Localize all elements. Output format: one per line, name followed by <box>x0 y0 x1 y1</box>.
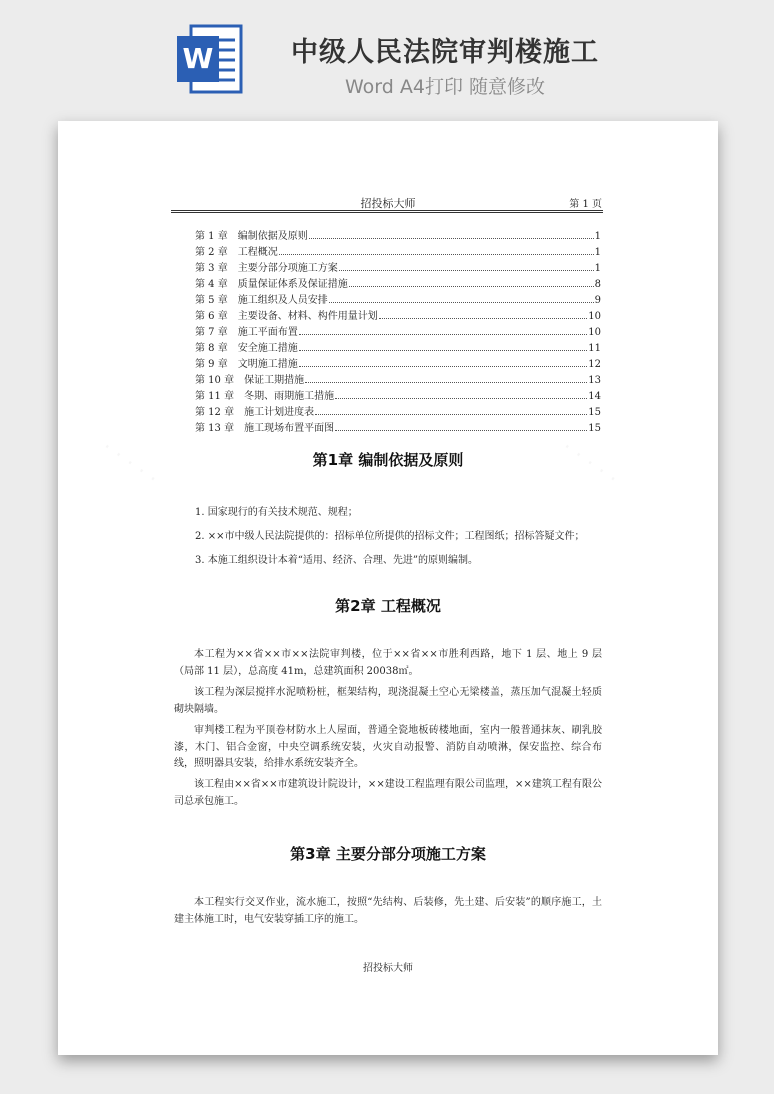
toc-label: 第 13 章 施工现场布置平面图 <box>195 423 335 434</box>
toc-entry[interactable] <box>195 307 601 323</box>
toc-entry[interactable] <box>195 291 601 307</box>
paragraph: 该工程为深层搅拌水泥喷粉桩，框架结构，现浇混凝土空心无梁楼盖，蒸压加气混凝土轻质砌块隔墙。 <box>174 687 602 715</box>
toc-label: 第 9 章 文明施工措施 <box>195 359 298 370</box>
toc-page: 9 <box>594 295 601 306</box>
toc-page: 8 <box>594 279 601 290</box>
page-header-title: 招投标大师 <box>360 197 416 210</box>
table-of-contents <box>195 227 601 435</box>
toc-page: 12 <box>588 359 601 370</box>
toc-entry[interactable] <box>195 355 601 371</box>
toc-label: 第 2 章 工程概况 <box>195 247 278 258</box>
banner <box>0 0 774 112</box>
toc-label: 第 12 章 施工计划进度表 <box>195 407 315 418</box>
toc-label: 第 10 章 保证工期措施 <box>195 375 305 386</box>
toc-entry[interactable] <box>195 275 601 291</box>
list-item: 1. 国家现行的有关技术规范、规程； <box>195 507 358 518</box>
toc-page: 1 <box>594 263 601 274</box>
toc-page: 14 <box>588 391 601 402</box>
chapter-3-title: 第3章 主要分部分项施工方案 <box>290 845 486 863</box>
toc-label: 第 1 章 编制依据及原则 <box>195 231 308 242</box>
toc-page: 1 <box>594 247 601 258</box>
toc-entry[interactable] <box>195 387 601 403</box>
toc-label: 第 7 章 施工平面布置 <box>195 327 298 338</box>
toc-page: 11 <box>588 343 601 354</box>
chapter-1-title: 第1章 编制依据及原则 <box>312 451 464 469</box>
toc-entry[interactable] <box>195 339 601 355</box>
toc-page: 13 <box>588 375 601 386</box>
word-icon-letter: W <box>182 42 214 75</box>
paragraph: 该工程由××省××市建筑设计院设计，××建设工程监理有限公司监理，××建筑工程有限公司总承包施工。 <box>174 779 602 807</box>
toc-entry[interactable] <box>195 403 601 419</box>
toc-page: 10 <box>588 327 601 338</box>
toc-entry[interactable] <box>195 243 601 259</box>
banner-title: 中级人民法院审判楼施工 <box>291 37 599 68</box>
toc-entry[interactable] <box>195 371 601 387</box>
document-page <box>58 121 718 1055</box>
paragraph: 审判楼工程为平顶卷材防水上人屋面，普通全瓷地板砖楼地面，室内一般普通抹灰、刷乳胶漆，木门、铝合金窗，中央空调系统安装，火灾自动报警、消防自动喷淋，保安监控、综合布线，照明器具安装，给排水系统安装齐全。 <box>174 725 602 769</box>
toc-entry[interactable] <box>195 259 601 275</box>
toc-label: 第 6 章 主要设备、材料、构件用量计划 <box>195 311 378 322</box>
banner-subtitle: Word A4打印 随意修改 <box>344 76 545 98</box>
paragraph: 本工程实行交叉作业，流水施工，按照“先结构、后装修，先土建、后安装”的顺序施工，土建主体施工时，电气安装穿插工序的施工。 <box>174 897 602 925</box>
toc-page: 1 <box>594 231 601 242</box>
toc-label: 第 11 章 冬期、雨期施工措施 <box>195 391 335 402</box>
toc-label: 第 4 章 质量保证体系及保证措施 <box>195 279 348 290</box>
toc-page: 10 <box>588 311 601 322</box>
toc-label: 第 8 章 安全施工措施 <box>195 343 298 354</box>
toc-page: 15 <box>588 407 601 418</box>
header-rule <box>171 212 603 213</box>
word-document-icon <box>177 22 243 96</box>
header-rule <box>171 210 603 211</box>
chapter-1-list <box>195 503 615 575</box>
page-footer: 招投标大师 <box>363 963 413 974</box>
list-item: 2. ××市中级人民法院提供的：招标单位所提供的招标文件；工程图纸；招标答疑文件； <box>195 531 585 542</box>
list-item: 3. 本施工组织设计本着“适用、经济、合理、先进”的原则编制。 <box>195 555 478 566</box>
toc-label: 第 3 章 主要分部分项施工方案 <box>195 263 338 274</box>
page-number: 第 1 页 <box>569 199 602 210</box>
paragraph: 本工程为××省××市××法院审判楼，位于××省××市胜利西路，地下 1 层、地上 9 层（局部 11 层），总高度 41m，总建筑面积 20038㎡。 <box>174 649 602 677</box>
toc-label: 第 5 章 施工组织及人员安排 <box>195 295 328 306</box>
chapter-2-title: 第2章 工程概况 <box>335 597 441 615</box>
toc-entry[interactable] <box>195 419 601 435</box>
toc-page: 15 <box>588 423 601 434</box>
toc-entry[interactable] <box>195 227 601 243</box>
toc-entry[interactable] <box>195 323 601 339</box>
